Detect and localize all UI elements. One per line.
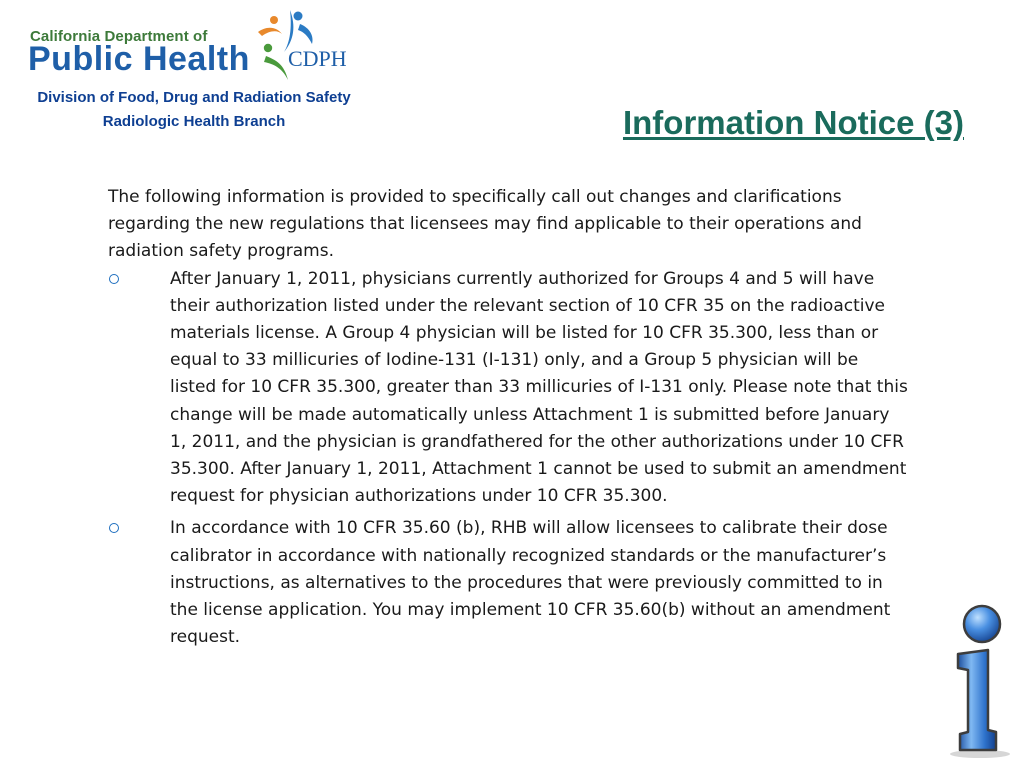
list-item [108, 266, 908, 511]
logo-abbrev: CDPH [288, 46, 347, 71]
division-header [4, 86, 384, 134]
bullet-text: In accordance with 10 CFR 35.60 (b), RHB will allow licensees to calibrate their dose calibrator in accordance with nationally recognized standards or the manufacturer’s instructions, as alternatives to the procedures that were previously committed to in the license application. You may implement 10 CFR 35.60(b) without an amendment request. [170, 518, 891, 648]
logo-name-line: Public Health [28, 40, 250, 78]
info-i-icon [944, 604, 1014, 760]
intro-paragraph: The following information is provided to specifically call out changes and clarifications regarding the new regulations that licensees may find applicable to their operations and radiation safety programs. [108, 187, 862, 262]
hollow-circle-bullet-icon [109, 274, 119, 284]
cdph-logo [28, 6, 358, 86]
slide-body [108, 184, 908, 656]
division-name: Division of Food, Drug and Radiation Safety [37, 89, 351, 106]
bullet-list [108, 266, 908, 652]
list-item [108, 515, 908, 651]
slide-title: Information Notice (3) [622, 104, 964, 141]
branch-name: Radiologic Health Branch [102, 113, 286, 130]
hollow-circle-bullet-icon [109, 523, 119, 533]
logo-org-line: California Department of [30, 28, 208, 45]
bullet-text: After January 1, 2011, physicians currently authorized for Groups 4 and 5 will have their authorization listed under the relevant section of 10 CFR 35 on the radioactive materials license. A Group 4 physician will be listed for 10 CFR 35.300, less than or equal to 33 millicuries of Iodine-131 (I-131) only, and a Group 5 physician will be listed for 10 CFR 35.300, greater than 33 millicuries of I-131 only. Please note that this change will be made automatically unless Attachment 1 is submitted before January 1, 2011, and the physician is grandfathered for the other authorizations under 10 CFR 35.300. After January 1, 2011, Attachment 1 cannot be used to submit an amendment request for physician authorizations under 10 CFR 35.300. [170, 268, 908, 507]
